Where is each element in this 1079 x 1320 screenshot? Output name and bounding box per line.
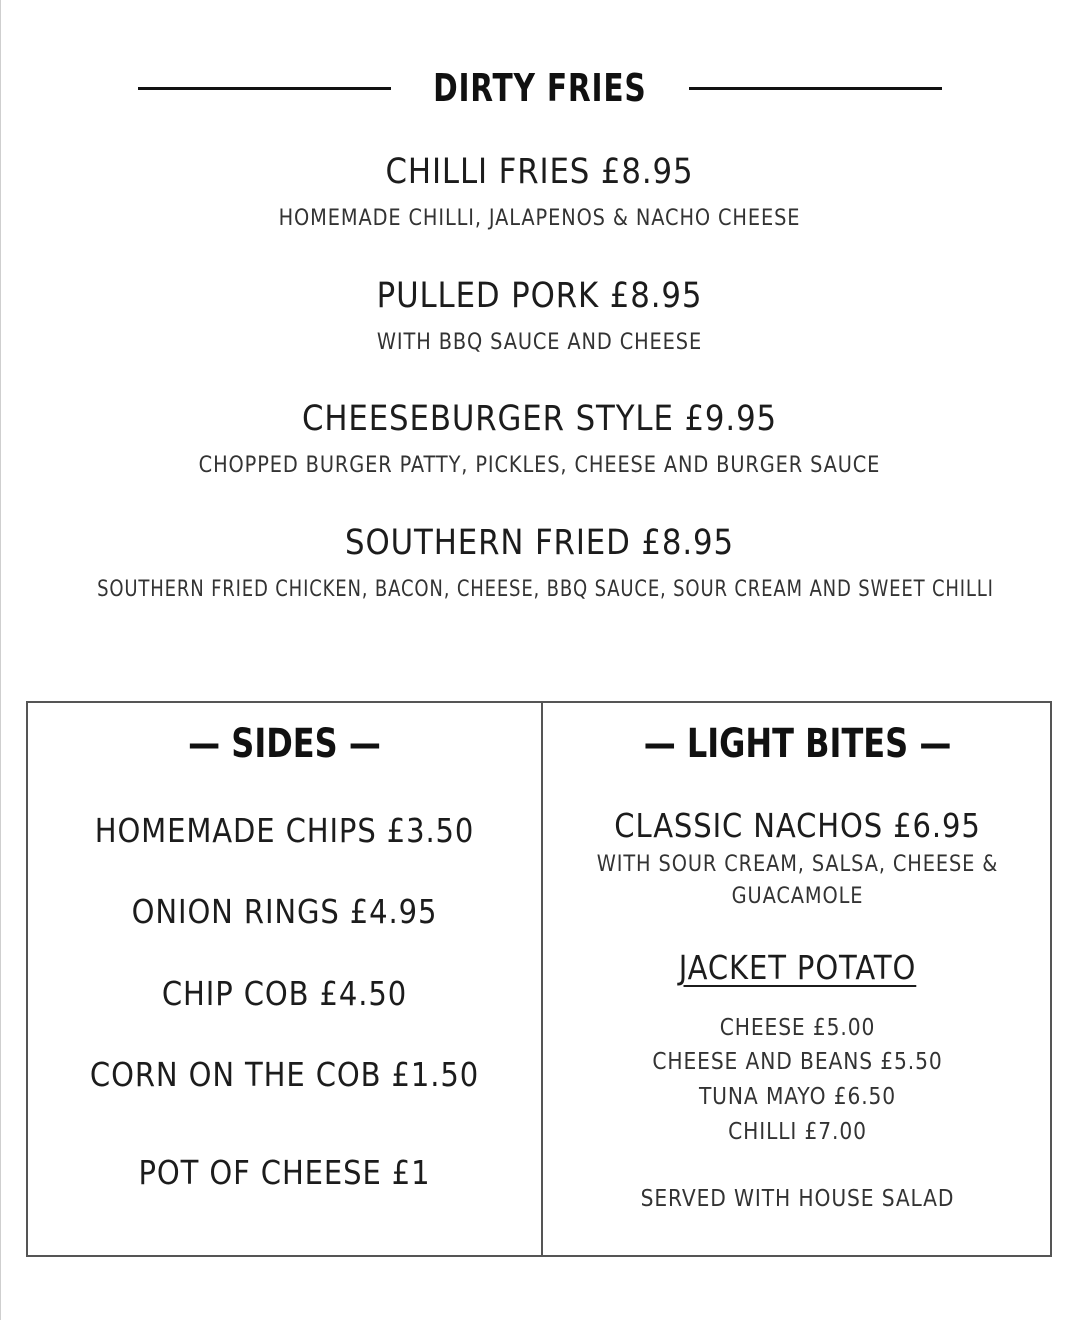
light-bites-title: — LIGHT BITES — [643, 721, 952, 767]
menu-item-pulled-pork [0, 276, 1079, 355]
menu-item-description: HOMEMADE CHILLI, JALAPENOS & NACHO CHEESE [278, 206, 801, 231]
menu-item-chilli-fries [0, 152, 1079, 231]
side-item: CHIP COB £4.50 [161, 974, 408, 1013]
side-item: CORN ON THE COB £1.50 [89, 1055, 480, 1094]
side-item: HOMEMADE CHIPS £3.50 [94, 811, 475, 850]
side-item: ONION RINGS £4.95 [131, 892, 438, 931]
jacket-potato-option: CHEESE AND BEANS £5.50 [652, 1049, 943, 1075]
jacket-potato-option: CHILLI £7.00 [728, 1119, 867, 1145]
menu-item-name: CHEESEBURGER STYLE £9.95 [301, 399, 778, 439]
jacket-potato-title-text: JACKET POTATO [678, 948, 917, 987]
jacket-potato-option: CHEESE £5.00 [719, 1015, 876, 1041]
light-bites-column [543, 703, 1052, 1255]
sides-light-bites-box [26, 701, 1052, 1257]
menu-item-description: CHOPPED BURGER PATTY, PICKLES, CHEESE AND BURGER SAUCE [198, 453, 881, 478]
header-rule-right [689, 87, 942, 90]
menu-item-name: CHILLI FRIES £8.95 [385, 152, 694, 192]
menu-item-name: SOUTHERN FRIED £8.95 [345, 523, 734, 563]
nachos-description-line-1: WITH SOUR CREAM, SALSA, CHEESE & [596, 852, 999, 877]
header-rule-left [138, 87, 391, 90]
dirty-fries-header [138, 58, 942, 118]
menu-item-name: PULLED PORK £8.95 [376, 276, 703, 316]
nachos-description-line-2: GUACAMOLE [731, 884, 864, 909]
dirty-fries-title: DIRTY FRIES [433, 66, 647, 110]
menu-item-description: WITH BBQ SAUCE AND CHEESE [376, 330, 703, 355]
jacket-potato-option: TUNA MAYO £6.50 [698, 1084, 897, 1110]
menu-item-southern-fried [0, 523, 1079, 602]
sides-column [28, 703, 541, 1255]
sides-title: — SIDES — [188, 721, 381, 767]
side-item: POT OF CHEESE £1 [138, 1153, 431, 1192]
menu-item-description: SOUTHERN FRIED CHICKEN, BACON, CHEESE, BBQ SAUCE, SOUR CREAM AND SWEET CHILLI [97, 577, 994, 602]
nachos-name: CLASSIC NACHOS £6.95 [614, 806, 981, 845]
jacket-potato-note: SERVED WITH HOUSE SALAD [640, 1186, 955, 1212]
jacket-potato-title [574, 948, 1022, 987]
menu-item-cheeseburger-style [0, 399, 1079, 478]
